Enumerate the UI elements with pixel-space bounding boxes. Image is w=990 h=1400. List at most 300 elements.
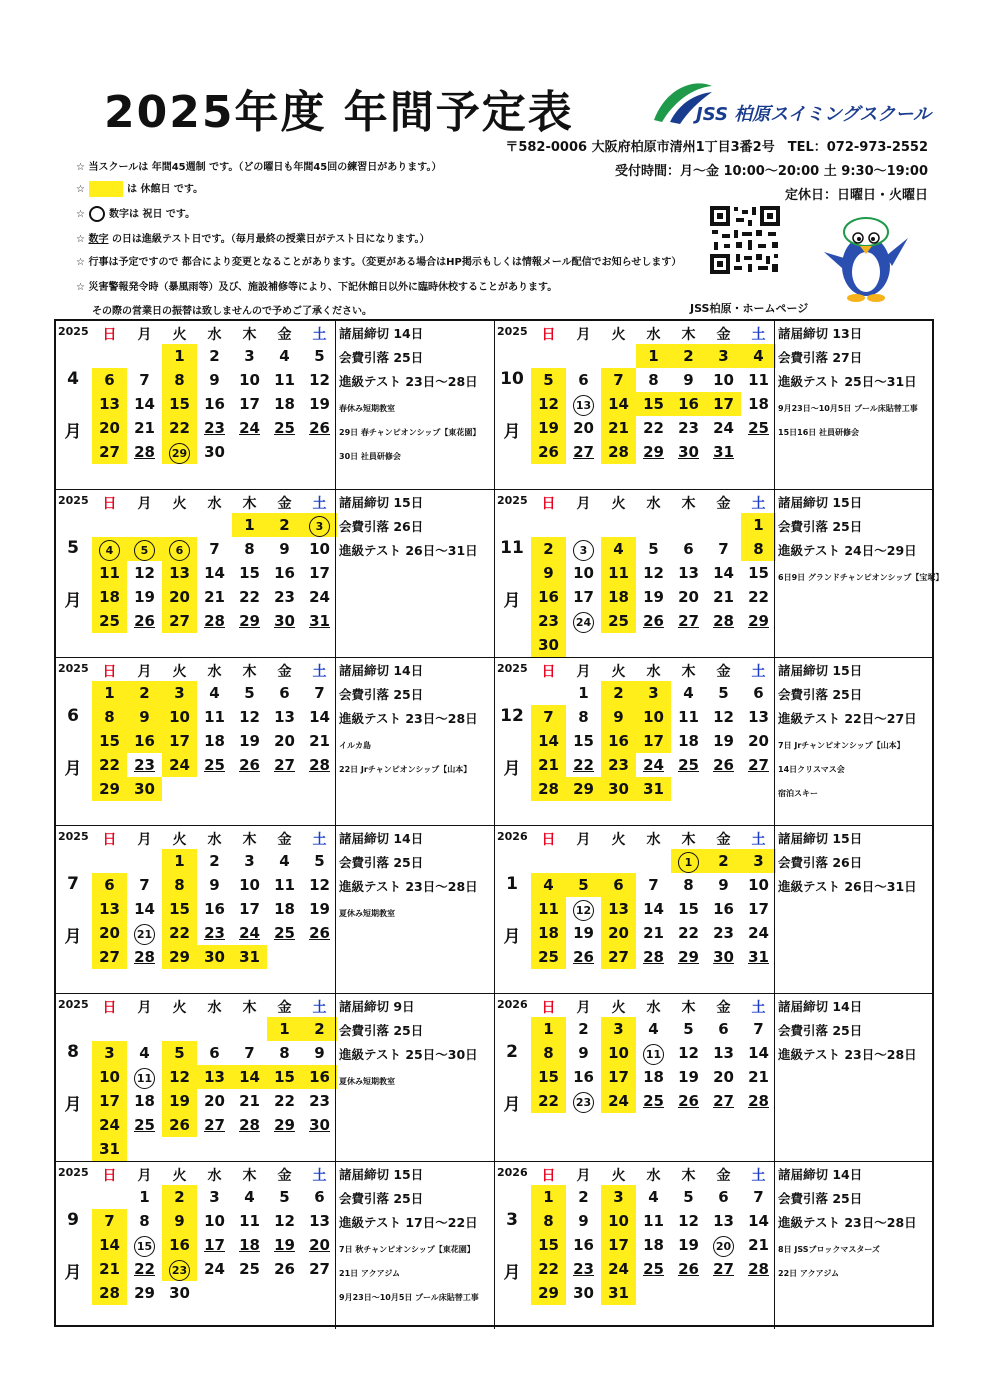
closed-color-swatch bbox=[89, 181, 123, 197]
day-cell bbox=[92, 681, 127, 705]
events-divider bbox=[335, 826, 336, 993]
day-number: 24 bbox=[608, 1092, 629, 1110]
day-number: 17 bbox=[643, 732, 664, 750]
month-block-2026-2 bbox=[495, 993, 934, 1161]
weekday-header: 土 bbox=[751, 1168, 766, 1184]
day-number: 24 bbox=[239, 419, 260, 437]
day-number: 10 bbox=[169, 708, 190, 726]
day-cell bbox=[92, 537, 127, 561]
day-cell bbox=[741, 897, 776, 921]
day-cell bbox=[601, 1233, 636, 1257]
day-number: 11 bbox=[239, 1212, 260, 1230]
day-cell bbox=[601, 609, 636, 633]
day-cell bbox=[566, 945, 601, 969]
day-number: 26 bbox=[678, 1092, 699, 1110]
weekday-header: 金 bbox=[277, 1168, 292, 1184]
day-number: 16 bbox=[134, 732, 155, 750]
day-cell bbox=[162, 873, 197, 897]
day-cell bbox=[706, 681, 741, 705]
day-number: 6 bbox=[314, 1188, 325, 1206]
weekday-header: 金 bbox=[716, 664, 731, 680]
day-cell bbox=[601, 1041, 636, 1065]
day-cell bbox=[267, 753, 302, 777]
day-cell bbox=[741, 1209, 776, 1233]
day-number: 24 bbox=[608, 1260, 629, 1278]
day-cell bbox=[601, 753, 636, 777]
weekday-header: 日 bbox=[102, 1000, 117, 1016]
day-cell bbox=[197, 609, 232, 633]
note-4-text: の日は進級テスト日です。（毎月最終の授業日がテスト日になります。） bbox=[111, 234, 430, 245]
day-cell bbox=[267, 609, 302, 633]
weekday-header: 水 bbox=[646, 1000, 661, 1016]
day-number: 23 bbox=[678, 419, 699, 437]
day-cell bbox=[267, 849, 302, 873]
events-divider bbox=[774, 490, 775, 657]
day-cell bbox=[601, 1209, 636, 1233]
holiday-circle-icon bbox=[89, 206, 105, 222]
event-line: 9月23日～10月5日 プール床貼替工事 bbox=[778, 404, 918, 413]
day-cell bbox=[601, 921, 636, 945]
day-number: 12 bbox=[169, 1068, 190, 1086]
day-cell bbox=[302, 921, 337, 945]
day-number: 1 bbox=[678, 852, 699, 873]
day-number: 28 bbox=[538, 780, 559, 798]
weekday-header: 水 bbox=[207, 1000, 222, 1016]
day-number: 19 bbox=[309, 900, 330, 918]
event-line: 諸届締切 15日 bbox=[339, 1167, 424, 1182]
day-number: 7 bbox=[139, 876, 150, 894]
day-number: 4 bbox=[613, 540, 624, 558]
qr-code-icon[interactable] bbox=[708, 204, 782, 276]
day-number: 26 bbox=[239, 756, 260, 774]
day-cell bbox=[267, 1185, 302, 1209]
day-number: 17 bbox=[239, 395, 260, 413]
day-cell bbox=[706, 897, 741, 921]
day-number: 15 bbox=[134, 1236, 155, 1257]
day-cell bbox=[302, 1089, 337, 1113]
day-cell bbox=[267, 681, 302, 705]
day-number: 13 bbox=[573, 395, 594, 416]
day-cell bbox=[566, 537, 601, 561]
day-number: 4 bbox=[244, 1188, 255, 1206]
month-unit: 月 bbox=[503, 759, 521, 779]
day-number: 10 bbox=[204, 1212, 225, 1230]
day-cell bbox=[162, 897, 197, 921]
day-cell bbox=[232, 585, 267, 609]
day-number: 22 bbox=[573, 756, 594, 774]
day-cell bbox=[671, 1041, 706, 1065]
day-number: 20 bbox=[748, 732, 769, 750]
weekday-header: 火 bbox=[172, 832, 187, 848]
day-number: 28 bbox=[608, 443, 629, 461]
day-cell bbox=[162, 1089, 197, 1113]
day-number: 3 bbox=[309, 516, 330, 537]
day-number: 2 bbox=[543, 540, 554, 558]
day-cell bbox=[197, 561, 232, 585]
day-cell bbox=[741, 1089, 776, 1113]
day-number: 16 bbox=[309, 1068, 330, 1086]
day-number: 27 bbox=[748, 756, 769, 774]
day-cell bbox=[566, 440, 601, 464]
day-cell bbox=[531, 1233, 566, 1257]
event-line: 進級テスト 25日～31日 bbox=[778, 374, 917, 389]
day-cell bbox=[636, 681, 671, 705]
day-number: 13 bbox=[99, 395, 120, 413]
day-cell bbox=[636, 753, 671, 777]
day-cell bbox=[601, 1281, 636, 1305]
day-number: 12 bbox=[309, 371, 330, 389]
weekday-header: 土 bbox=[312, 832, 327, 848]
day-cell bbox=[601, 561, 636, 585]
day-number: 10 bbox=[643, 708, 664, 726]
day-number: 9 bbox=[543, 564, 554, 582]
day-number: 6 bbox=[104, 876, 115, 894]
day-cell bbox=[601, 897, 636, 921]
event-line: 諸届締切 14日 bbox=[339, 831, 424, 846]
day-number: 10 bbox=[239, 371, 260, 389]
day-number: 8 bbox=[174, 876, 185, 894]
weekday-header: 金 bbox=[716, 1000, 731, 1016]
day-number: 2 bbox=[718, 852, 729, 870]
weekday-header: 月 bbox=[576, 496, 591, 512]
day-cell bbox=[197, 921, 232, 945]
day-cell bbox=[127, 729, 162, 753]
day-number: 12 bbox=[678, 1044, 699, 1062]
day-number: 8 bbox=[648, 371, 659, 389]
day-number: 23 bbox=[169, 1260, 190, 1281]
day-number: 19 bbox=[274, 1236, 295, 1254]
event-line: 諸届締切 15日 bbox=[778, 663, 863, 678]
day-cell bbox=[162, 344, 197, 368]
day-cell bbox=[741, 921, 776, 945]
weekday-header: 木 bbox=[242, 664, 257, 680]
day-number: 26 bbox=[134, 612, 155, 630]
day-cell bbox=[197, 344, 232, 368]
day-cell bbox=[127, 416, 162, 440]
day-cell bbox=[127, 440, 162, 464]
day-number: 14 bbox=[748, 1212, 769, 1230]
day-number: 20 bbox=[204, 1092, 225, 1110]
day-number: 11 bbox=[608, 564, 629, 582]
weekday-header: 月 bbox=[576, 1000, 591, 1016]
day-cell bbox=[741, 585, 776, 609]
day-number: 12 bbox=[309, 876, 330, 894]
day-number: 4 bbox=[543, 876, 554, 894]
day-cell bbox=[566, 1209, 601, 1233]
day-cell bbox=[232, 1185, 267, 1209]
day-number: 28 bbox=[643, 948, 664, 966]
day-cell bbox=[566, 392, 601, 416]
weekday-header: 水 bbox=[646, 1168, 661, 1184]
day-number: 5 bbox=[578, 876, 589, 894]
logo-text: JSS 柏原スイミングスクール bbox=[696, 104, 931, 125]
day-number: 6 bbox=[683, 540, 694, 558]
day-number: 2 bbox=[578, 1188, 589, 1206]
day-number: 26 bbox=[274, 1260, 295, 1278]
day-number: 14 bbox=[239, 1068, 260, 1086]
day-number: 11 bbox=[134, 1068, 155, 1089]
weekday-header: 土 bbox=[312, 496, 327, 512]
day-number: 2 bbox=[174, 1188, 185, 1206]
day-number: 2 bbox=[139, 684, 150, 702]
month-unit: 月 bbox=[64, 1263, 82, 1283]
day-number: 1 bbox=[104, 684, 115, 702]
day-number: 24 bbox=[204, 1260, 225, 1278]
month-number: 3 bbox=[506, 1210, 518, 1230]
weekday-header: 月 bbox=[137, 832, 152, 848]
day-cell bbox=[741, 729, 776, 753]
weekday-header: 水 bbox=[646, 496, 661, 512]
day-cell bbox=[636, 368, 671, 392]
day-cell bbox=[162, 1113, 197, 1137]
month-block-2025-4 bbox=[56, 321, 495, 489]
weekday-header: 木 bbox=[681, 496, 696, 512]
day-number: 21 bbox=[99, 1260, 120, 1278]
event-line: 8日 JSSブロックマスターズ bbox=[778, 1245, 880, 1254]
day-number: 7 bbox=[648, 876, 659, 894]
day-cell bbox=[302, 1185, 337, 1209]
day-cell bbox=[636, 416, 671, 440]
day-cell bbox=[162, 537, 197, 561]
day-number: 31 bbox=[643, 780, 664, 798]
day-cell bbox=[566, 681, 601, 705]
event-line: 宿泊スキー bbox=[778, 789, 818, 798]
month-number: 12 bbox=[500, 706, 524, 726]
events-divider bbox=[774, 1162, 775, 1329]
day-number: 18 bbox=[538, 924, 559, 942]
weekday-header: 木 bbox=[681, 1168, 696, 1184]
day-number: 15 bbox=[169, 900, 190, 918]
day-number: 15 bbox=[169, 395, 190, 413]
day-cell bbox=[302, 585, 337, 609]
event-line: 会費引落 26日 bbox=[778, 855, 863, 870]
day-number: 18 bbox=[608, 588, 629, 606]
day-cell bbox=[162, 921, 197, 945]
event-line: 進級テスト 17日～22日 bbox=[339, 1215, 478, 1230]
weekday-header: 火 bbox=[172, 327, 187, 343]
day-cell bbox=[127, 1209, 162, 1233]
day-cell bbox=[636, 705, 671, 729]
day-cell bbox=[162, 1065, 197, 1089]
weekday-header: 金 bbox=[277, 496, 292, 512]
day-cell bbox=[741, 849, 776, 873]
day-number: 30 bbox=[608, 780, 629, 798]
day-cell bbox=[92, 729, 127, 753]
day-cell bbox=[601, 681, 636, 705]
day-number: 23 bbox=[573, 1092, 594, 1113]
day-cell bbox=[232, 897, 267, 921]
day-number: 20 bbox=[99, 419, 120, 437]
day-cell bbox=[531, 633, 566, 657]
day-number: 24 bbox=[713, 419, 734, 437]
event-line: 6日9日 グランドチャンピオンシップ【宝塚】 bbox=[778, 573, 944, 582]
day-cell bbox=[601, 1017, 636, 1041]
weekday-header: 木 bbox=[681, 832, 696, 848]
day-cell bbox=[741, 1017, 776, 1041]
day-cell bbox=[531, 897, 566, 921]
day-number: 11 bbox=[274, 371, 295, 389]
day-cell bbox=[197, 729, 232, 753]
weekday-header: 土 bbox=[751, 496, 766, 512]
day-cell bbox=[197, 1113, 232, 1137]
day-cell bbox=[267, 1233, 302, 1257]
weekday-header: 月 bbox=[576, 327, 591, 343]
day-cell bbox=[531, 1185, 566, 1209]
day-number: 25 bbox=[99, 612, 120, 630]
month-block-2026-1 bbox=[495, 825, 934, 993]
day-cell bbox=[531, 585, 566, 609]
day-cell bbox=[232, 873, 267, 897]
day-number: 18 bbox=[643, 1068, 664, 1086]
day-number: 16 bbox=[204, 900, 225, 918]
day-cell bbox=[92, 873, 127, 897]
day-number: 1 bbox=[174, 347, 185, 365]
day-cell bbox=[601, 1185, 636, 1209]
day-cell bbox=[232, 753, 267, 777]
day-cell bbox=[706, 729, 741, 753]
month-block-2025-7 bbox=[56, 825, 495, 993]
day-cell bbox=[566, 1233, 601, 1257]
event-line: 諸届締切 15日 bbox=[778, 495, 863, 510]
note-5: ☆ 行事は予定ですので 都合により変更となることがあります。（変更がある場合はHP掲示もしくは情報メール配信でお知らせします） bbox=[76, 257, 682, 268]
day-cell bbox=[92, 1089, 127, 1113]
day-number: 19 bbox=[713, 732, 734, 750]
day-number: 23 bbox=[204, 419, 225, 437]
day-cell bbox=[566, 705, 601, 729]
day-number: 15 bbox=[274, 1068, 295, 1086]
day-number: 30 bbox=[274, 612, 295, 630]
day-cell bbox=[741, 344, 776, 368]
day-number: 23 bbox=[134, 756, 155, 774]
day-number: 6 bbox=[718, 1020, 729, 1038]
month-number: 9 bbox=[67, 1210, 79, 1230]
day-cell bbox=[267, 897, 302, 921]
day-number: 21 bbox=[748, 1068, 769, 1086]
day-number: 16 bbox=[678, 395, 699, 413]
day-cell bbox=[197, 1209, 232, 1233]
day-number: 24 bbox=[573, 612, 594, 633]
day-number: 9 bbox=[578, 1212, 589, 1230]
month-number: 1 bbox=[506, 874, 518, 894]
day-number: 7 bbox=[613, 371, 624, 389]
day-number: 3 bbox=[753, 852, 764, 870]
weekday-header: 土 bbox=[751, 832, 766, 848]
day-cell bbox=[267, 585, 302, 609]
day-cell bbox=[92, 777, 127, 801]
day-cell bbox=[127, 392, 162, 416]
day-number: 3 bbox=[209, 1188, 220, 1206]
day-number: 8 bbox=[753, 540, 764, 558]
day-cell bbox=[127, 681, 162, 705]
day-cell bbox=[601, 1089, 636, 1113]
month-year: 2025 bbox=[497, 325, 528, 338]
event-line: 諸届締切 14日 bbox=[339, 663, 424, 678]
event-line: 会費引落 25日 bbox=[339, 1023, 424, 1038]
day-number: 24 bbox=[748, 924, 769, 942]
day-cell bbox=[636, 1041, 671, 1065]
day-cell bbox=[162, 705, 197, 729]
day-cell bbox=[302, 344, 337, 368]
day-number: 27 bbox=[608, 948, 629, 966]
day-number: 12 bbox=[538, 395, 559, 413]
weekday-header: 木 bbox=[681, 664, 696, 680]
weekday-header: 日 bbox=[541, 832, 556, 848]
day-cell bbox=[162, 440, 197, 464]
day-cell bbox=[127, 873, 162, 897]
day-number: 31 bbox=[239, 948, 260, 966]
day-cell bbox=[92, 1233, 127, 1257]
month-unit: 月 bbox=[64, 591, 82, 611]
homepage-label[interactable]: JSS柏原・ホームページ bbox=[690, 302, 809, 315]
day-number: 30 bbox=[538, 636, 559, 654]
day-cell bbox=[232, 681, 267, 705]
event-line: 7日 Jrチャンピオンシップ【山本】 bbox=[778, 741, 905, 750]
day-number: 27 bbox=[274, 756, 295, 774]
day-cell bbox=[706, 1209, 741, 1233]
weekday-header: 土 bbox=[312, 664, 327, 680]
day-cell bbox=[162, 392, 197, 416]
day-number: 17 bbox=[239, 900, 260, 918]
day-number: 1 bbox=[753, 516, 764, 534]
weekday-header: 日 bbox=[102, 327, 117, 343]
day-number: 19 bbox=[643, 588, 664, 606]
event-line: 進級テスト 26日～31日 bbox=[339, 543, 478, 558]
weekday-header: 金 bbox=[277, 832, 292, 848]
day-number: 13 bbox=[274, 708, 295, 726]
day-cell bbox=[127, 1065, 162, 1089]
day-number: 29 bbox=[538, 1284, 559, 1302]
weekday-header: 水 bbox=[646, 832, 661, 848]
day-cell bbox=[197, 368, 232, 392]
day-number: 6 bbox=[104, 371, 115, 389]
day-number: 10 bbox=[309, 540, 330, 558]
day-cell bbox=[741, 537, 776, 561]
day-number: 21 bbox=[538, 756, 559, 774]
day-number: 14 bbox=[134, 395, 155, 413]
day-number: 13 bbox=[204, 1068, 225, 1086]
school-logo bbox=[648, 80, 938, 130]
month-year: 2025 bbox=[58, 830, 89, 843]
day-number: 27 bbox=[204, 1116, 225, 1134]
weekday-header: 金 bbox=[277, 327, 292, 343]
day-cell bbox=[531, 537, 566, 561]
day-cell bbox=[706, 1065, 741, 1089]
day-number: 14 bbox=[713, 564, 734, 582]
day-cell bbox=[197, 873, 232, 897]
note-4 bbox=[76, 230, 430, 245]
day-cell bbox=[267, 537, 302, 561]
day-cell bbox=[636, 777, 671, 801]
day-cell bbox=[741, 513, 776, 537]
day-number: 3 bbox=[613, 1020, 624, 1038]
day-number: 7 bbox=[753, 1188, 764, 1206]
day-number: 31 bbox=[309, 612, 330, 630]
day-cell bbox=[531, 1065, 566, 1089]
day-number: 2 bbox=[683, 347, 694, 365]
day-cell bbox=[267, 392, 302, 416]
day-cell bbox=[127, 777, 162, 801]
day-cell bbox=[636, 921, 671, 945]
day-number: 20 bbox=[713, 1236, 734, 1257]
day-cell bbox=[232, 537, 267, 561]
day-cell bbox=[706, 873, 741, 897]
day-cell bbox=[197, 1089, 232, 1113]
day-number: 19 bbox=[169, 1092, 190, 1110]
day-cell bbox=[531, 753, 566, 777]
day-cell bbox=[706, 440, 741, 464]
day-cell bbox=[671, 392, 706, 416]
day-number: 8 bbox=[543, 1044, 554, 1062]
